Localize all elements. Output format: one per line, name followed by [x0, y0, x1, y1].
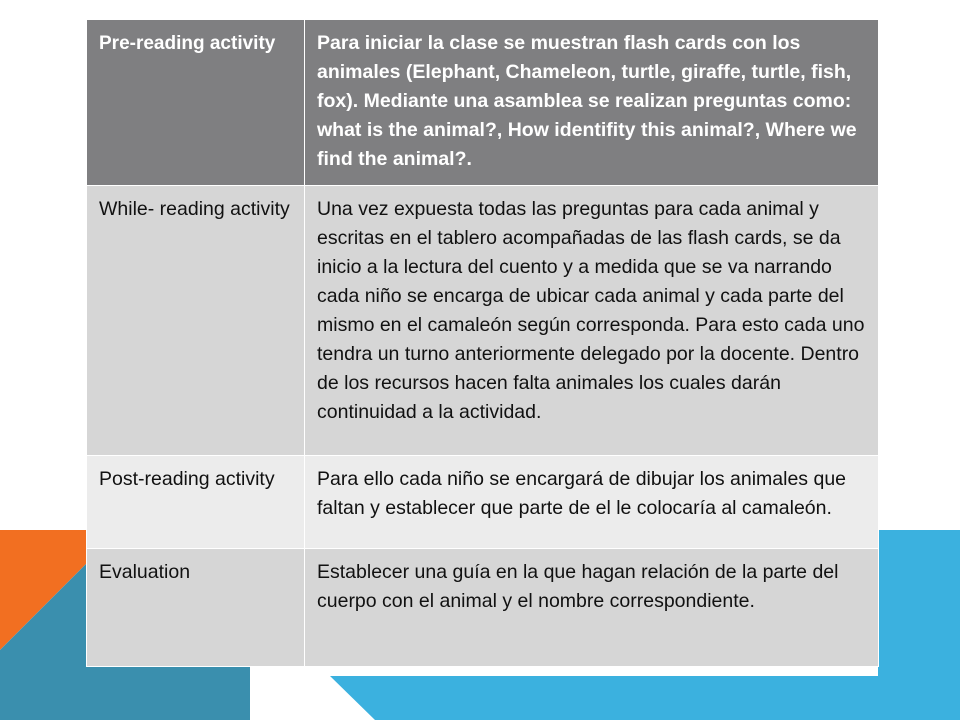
activity-table	[86, 19, 879, 667]
row-label: Post-reading activity	[87, 456, 305, 549]
row-label: Evaluation	[87, 549, 305, 667]
row-description: Para iniciar la clase se muestran flash cards con los animales (Elephant, Chameleon, turtle, giraffe, turtle, fish, fox). Mediante una asamblea se realizan preguntas como: what is the animal?, How identifity this animal?, Where we find the animal?.	[305, 20, 879, 186]
table-row	[87, 456, 879, 549]
table-row	[87, 20, 879, 186]
activity-table-container	[86, 19, 878, 667]
table-row	[87, 549, 879, 667]
row-label: While- reading activity	[87, 186, 305, 456]
row-description: Para ello cada niño se encargará de dibujar los animales que faltan y establecer que parte de el le colocaría al camaleón.	[305, 456, 879, 549]
row-description: Establecer una guía en la que hagan relación de la parte del cuerpo con el animal y el nombre correspondiente.	[305, 549, 879, 667]
row-description: Una vez expuesta todas las preguntas para cada animal y escritas en el tablero acompañadas de las flash cards, se da inicio a la lectura del cuento y a medida que se va narrando cada niño se encarga de ubicar cada animal y cada parte del mismo en el camaleón según corresponda. Para esto cada uno tendra un turno anteriormente delegado por la docente. Dentro de los recursos hacen falta animales los cuales darán continuidad a la actividad.	[305, 186, 879, 456]
row-label: Pre-reading activity	[87, 20, 305, 186]
table-row	[87, 186, 879, 456]
